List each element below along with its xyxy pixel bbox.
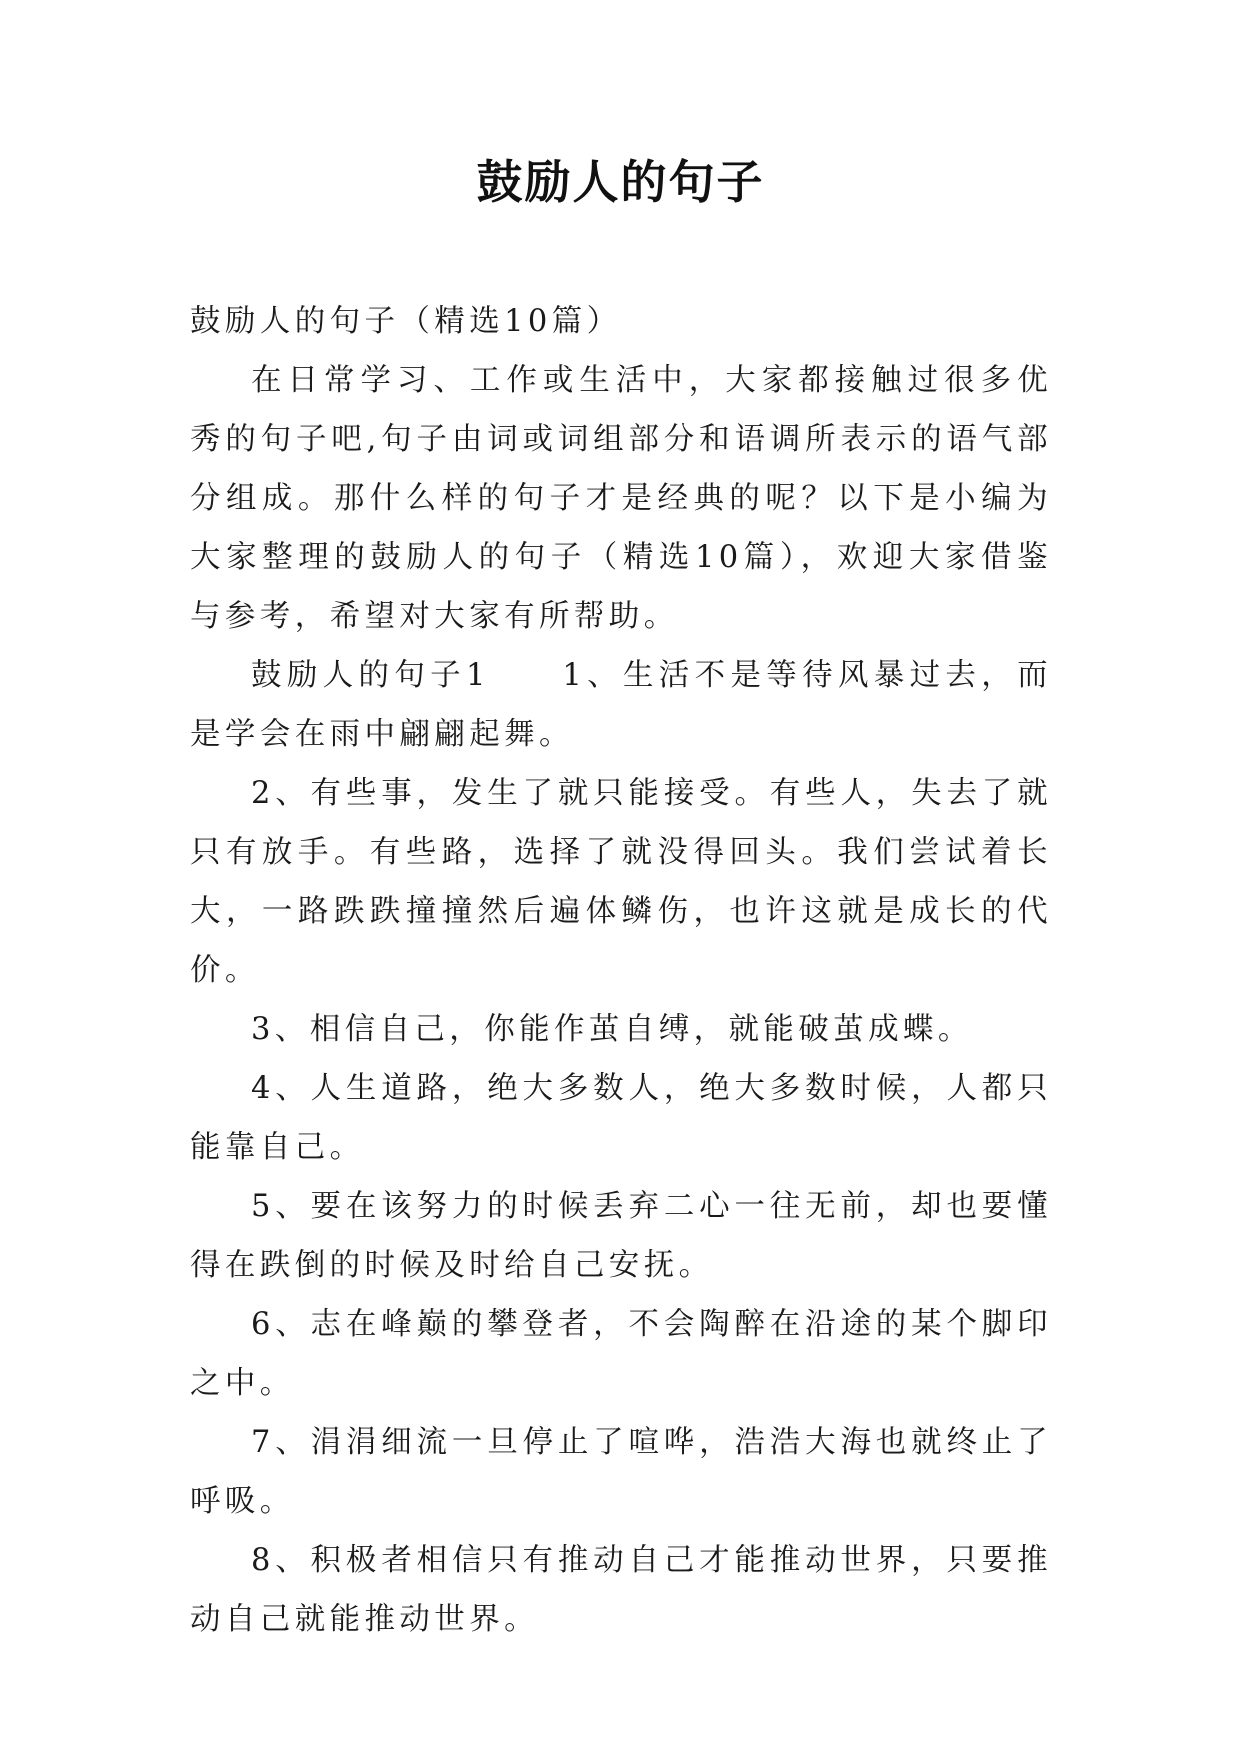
intro-paragraph: 在日常学习、工作或生活中，大家都接触过很多优秀的句子吧,句子由词或词组部分和语调所表示的语气部分组成。那什么样的句子才是经典的呢？以下是小编为大家整理的鼓励人的句子（精选10篇），欢迎大家借鉴与参考，希望对大家有所帮助。	[190, 363, 1052, 634]
document-body	[190, 292, 1052, 1649]
document-title: 鼓励人的句子	[476, 155, 765, 209]
sentence-paragraph-1: 鼓励人的句子1 1、生活不是等待风暴过去，而是学会在雨中翩翩起舞。	[190, 658, 1052, 752]
sentence-paragraph-5: 5、要在该努力的时候丢弃二心一往无前，却也要懂得在跌倒的时候及时给自己安抚。	[190, 1189, 1052, 1283]
sentence-paragraph-6: 6、志在峰巅的攀登者，不会陶醉在沿途的某个脚印之中。	[190, 1307, 1052, 1401]
sentence-paragraph-7: 7、涓涓细流一旦停止了喧哗，浩浩大海也就终止了呼吸。	[190, 1425, 1052, 1519]
sentence-paragraph-8: 8、积极者相信只有推动自己才能推动世界，只要推动自己就能推动世界。	[190, 1543, 1052, 1637]
document-subtitle: 鼓励人的句子（精选10篇）	[190, 304, 622, 339]
sentence-paragraph-3: 3、相信自己，你能作茧自缚，就能破茧成蝶。	[251, 1012, 973, 1047]
sentence-paragraph-2: 2、有些事，发生了就只能接受。有些人，失去了就只有放手。有些路，选择了就没得回头。我们尝试着长大，一路跌跌撞撞然后遍体鳞伤，也许这就是成长的代价。	[190, 776, 1052, 988]
sentence-paragraph-4: 4、人生道路，绝大多数人，绝大多数时候，人都只能靠自己。	[190, 1071, 1052, 1165]
